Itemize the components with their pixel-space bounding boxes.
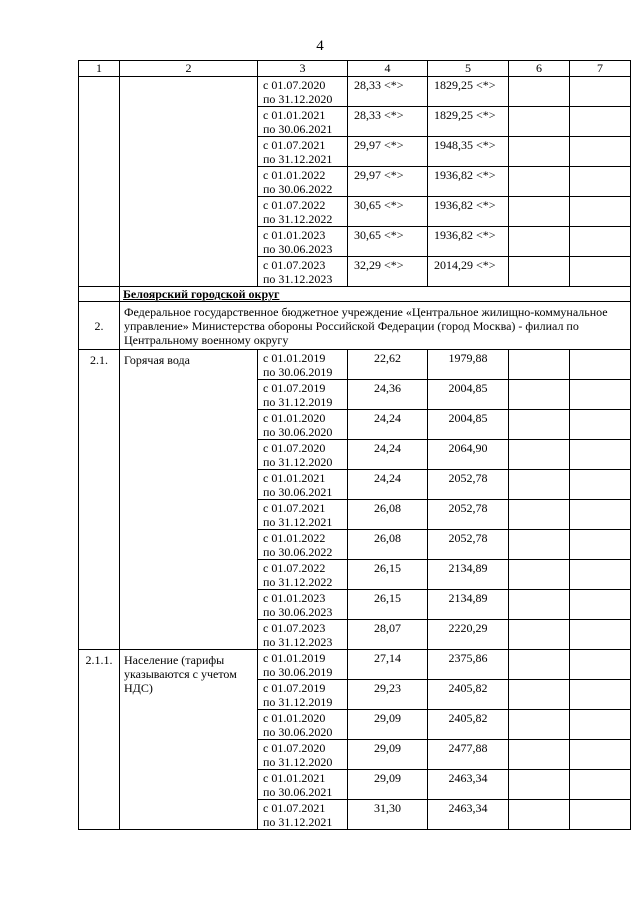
tariff-col4: 26,15 bbox=[348, 590, 428, 620]
period-from: с 01.07.2023 bbox=[263, 258, 326, 272]
item-number: 2.1.1. bbox=[79, 650, 120, 830]
period-cell bbox=[258, 740, 348, 770]
period-cell bbox=[258, 680, 348, 710]
period-cell bbox=[258, 620, 348, 650]
period-from: с 01.01.2021 bbox=[263, 108, 326, 122]
period-cell bbox=[258, 350, 348, 380]
empty-col7 bbox=[570, 380, 631, 410]
empty-col6 bbox=[509, 167, 570, 197]
period-cell bbox=[258, 410, 348, 440]
period-from: с 01.01.2023 bbox=[263, 228, 326, 242]
page-number: 4 bbox=[316, 38, 324, 54]
empty-col6 bbox=[509, 350, 570, 380]
empty-col7 bbox=[570, 740, 631, 770]
tariff-col4: 26,08 bbox=[348, 530, 428, 560]
period-to: по 30.06.2023 bbox=[263, 605, 333, 619]
empty-col7 bbox=[570, 167, 631, 197]
period-from: с 01.07.2021 bbox=[263, 501, 326, 515]
tariff-col4: 29,97 <*> bbox=[348, 137, 428, 167]
period-cell bbox=[258, 530, 348, 560]
empty-col6 bbox=[509, 770, 570, 800]
period-to: по 31.12.2021 bbox=[263, 815, 333, 829]
period-cell bbox=[258, 650, 348, 680]
tariff-col5: 2004,85 bbox=[428, 380, 509, 410]
period-to: по 30.06.2019 bbox=[263, 665, 333, 679]
header-col-4: 4 bbox=[348, 61, 428, 77]
category-cell bbox=[120, 77, 258, 287]
tariff-col5: 2014,29 <*> bbox=[428, 257, 509, 287]
period-to: по 31.12.2023 bbox=[263, 272, 333, 286]
period-cell bbox=[258, 770, 348, 800]
tariff-col5: 2052,78 bbox=[428, 500, 509, 530]
period-from: с 01.01.2020 bbox=[263, 711, 326, 725]
period-from: с 01.07.2020 bbox=[263, 78, 326, 92]
empty-col6 bbox=[509, 137, 570, 167]
tariff-col4: 24,24 bbox=[348, 410, 428, 440]
empty-col7 bbox=[570, 470, 631, 500]
period-to: по 31.12.2019 bbox=[263, 695, 333, 709]
tariff-col4: 27,14 bbox=[348, 650, 428, 680]
period-from: с 01.07.2022 bbox=[263, 198, 326, 212]
period-to: по 30.06.2021 bbox=[263, 785, 333, 799]
empty-col6 bbox=[509, 410, 570, 440]
tariff-col4: 29,09 bbox=[348, 710, 428, 740]
period-to: по 30.06.2022 bbox=[263, 182, 333, 196]
period-from: с 01.01.2021 bbox=[263, 471, 326, 485]
empty-col6 bbox=[509, 500, 570, 530]
empty-col6 bbox=[509, 77, 570, 107]
period-to: по 30.06.2020 bbox=[263, 425, 333, 439]
period-cell bbox=[258, 197, 348, 227]
tariff-col5: 2405,82 bbox=[428, 710, 509, 740]
tariff-col5: 1936,82 <*> bbox=[428, 197, 509, 227]
district-label: Белоярский городской округ bbox=[123, 287, 280, 301]
district-cell bbox=[120, 287, 631, 302]
tariff-col5: 1829,25 <*> bbox=[428, 77, 509, 107]
period-cell bbox=[258, 137, 348, 167]
period-from: с 01.07.2020 bbox=[263, 741, 326, 755]
tariff-col4: 30,65 <*> bbox=[348, 227, 428, 257]
period-cell bbox=[258, 470, 348, 500]
empty-col6 bbox=[509, 257, 570, 287]
empty-col6 bbox=[509, 560, 570, 590]
period-from: с 01.01.2019 bbox=[263, 651, 326, 665]
tariff-col5: 2463,34 bbox=[428, 770, 509, 800]
empty-col6 bbox=[509, 710, 570, 740]
header-col-6: 6 bbox=[509, 61, 570, 77]
period-cell bbox=[258, 107, 348, 137]
empty-col7 bbox=[570, 410, 631, 440]
period-cell bbox=[258, 560, 348, 590]
period-from: с 01.07.2022 bbox=[263, 561, 326, 575]
district-row bbox=[79, 287, 631, 302]
tariff-col4: 28,33 <*> bbox=[348, 77, 428, 107]
tariff-col5: 1936,82 <*> bbox=[428, 167, 509, 197]
empty-col6 bbox=[509, 620, 570, 650]
period-from: с 01.01.2022 bbox=[263, 168, 326, 182]
empty-col7 bbox=[570, 710, 631, 740]
period-to: по 30.06.2020 bbox=[263, 725, 333, 739]
tariff-col5: 1936,82 <*> bbox=[428, 227, 509, 257]
period-to: по 31.12.2021 bbox=[263, 152, 333, 166]
period-cell bbox=[258, 257, 348, 287]
tariff-col5: 2375,86 bbox=[428, 650, 509, 680]
tariff-col4: 31,30 bbox=[348, 800, 428, 830]
tariff-col5: 2134,89 bbox=[428, 560, 509, 590]
empty-col7 bbox=[570, 620, 631, 650]
period-to: по 30.06.2019 bbox=[263, 365, 333, 379]
org-name: Федеральное государственное бюджетное учреждение «Центральное жилищно-коммунальное управление» Министерства обороны Российской Федерации (город Москва) - филиал по Центральному военному округу bbox=[120, 302, 631, 350]
empty-col7 bbox=[570, 440, 631, 470]
header-col-5: 5 bbox=[428, 61, 509, 77]
tariff-col4: 30,65 <*> bbox=[348, 197, 428, 227]
empty-col7 bbox=[570, 800, 631, 830]
table-row bbox=[79, 350, 631, 380]
tariff-col4: 28,33 <*> bbox=[348, 107, 428, 137]
empty-col6 bbox=[509, 227, 570, 257]
tariff-col5: 2052,78 bbox=[428, 470, 509, 500]
tariff-col4: 24,24 bbox=[348, 470, 428, 500]
period-cell bbox=[258, 710, 348, 740]
empty-col6 bbox=[509, 107, 570, 137]
empty-col6 bbox=[509, 680, 570, 710]
period-to: по 30.06.2021 bbox=[263, 485, 333, 499]
period-from: с 01.01.2019 bbox=[263, 351, 326, 365]
period-to: по 31.12.2023 bbox=[263, 635, 333, 649]
empty-col6 bbox=[509, 800, 570, 830]
period-from: с 01.01.2021 bbox=[263, 771, 326, 785]
tariff-col5: 1948,35 <*> bbox=[428, 137, 509, 167]
period-to: по 31.12.2020 bbox=[263, 755, 333, 769]
tariff-col4: 24,24 bbox=[348, 440, 428, 470]
period-from: с 01.07.2019 bbox=[263, 681, 326, 695]
empty-col6 bbox=[509, 590, 570, 620]
empty-col7 bbox=[570, 530, 631, 560]
empty-col7 bbox=[570, 350, 631, 380]
period-cell bbox=[258, 77, 348, 107]
table-row bbox=[79, 650, 631, 680]
empty-col6 bbox=[509, 530, 570, 560]
empty-col6 bbox=[509, 380, 570, 410]
period-from: с 01.01.2023 bbox=[263, 591, 326, 605]
period-to: по 31.12.2020 bbox=[263, 455, 333, 469]
empty-col6 bbox=[509, 740, 570, 770]
empty-col6 bbox=[509, 650, 570, 680]
period-to: по 30.06.2022 bbox=[263, 545, 333, 559]
empty-col7 bbox=[570, 590, 631, 620]
tariff-col5: 2220,29 bbox=[428, 620, 509, 650]
tariff-col4: 29,97 <*> bbox=[348, 167, 428, 197]
period-to: по 31.12.2022 bbox=[263, 575, 333, 589]
header-row bbox=[79, 61, 631, 77]
header-col-3: 3 bbox=[258, 61, 348, 77]
org-row bbox=[79, 302, 631, 350]
period-cell bbox=[258, 227, 348, 257]
empty-col6 bbox=[509, 197, 570, 227]
table-row bbox=[79, 77, 631, 107]
period-to: по 31.12.2020 bbox=[263, 92, 333, 106]
tariff-col4: 32,29 <*> bbox=[348, 257, 428, 287]
period-to: по 31.12.2022 bbox=[263, 212, 333, 226]
tariff-col5: 1829,25 <*> bbox=[428, 107, 509, 137]
empty-col7 bbox=[570, 257, 631, 287]
tariff-col5: 2052,78 bbox=[428, 530, 509, 560]
row-number-cell bbox=[79, 77, 120, 287]
period-from: с 01.07.2021 bbox=[263, 801, 326, 815]
empty-col7 bbox=[570, 197, 631, 227]
empty-col7 bbox=[570, 650, 631, 680]
tariff-col5: 2463,34 bbox=[428, 800, 509, 830]
empty-col6 bbox=[509, 470, 570, 500]
tariff-col5: 2477,88 bbox=[428, 740, 509, 770]
header-col-7: 7 bbox=[570, 61, 631, 77]
empty-col7 bbox=[570, 107, 631, 137]
tariff-col4: 29,23 bbox=[348, 680, 428, 710]
period-to: по 30.06.2021 bbox=[263, 122, 333, 136]
tariff-col4: 26,08 bbox=[348, 500, 428, 530]
tariff-col4: 26,15 bbox=[348, 560, 428, 590]
period-from: с 01.01.2020 bbox=[263, 411, 326, 425]
period-cell bbox=[258, 800, 348, 830]
tariff-col4: 24,36 bbox=[348, 380, 428, 410]
period-cell bbox=[258, 590, 348, 620]
tariff-col4: 28,07 bbox=[348, 620, 428, 650]
header-col-2: 2 bbox=[120, 61, 258, 77]
period-from: с 01.07.2020 bbox=[263, 441, 326, 455]
period-from: с 01.07.2021 bbox=[263, 138, 326, 152]
item-category: Население (тарифы указываются с учетом НДС) bbox=[120, 650, 258, 830]
tariff-col4: 29,09 bbox=[348, 740, 428, 770]
tariff-col4: 29,09 bbox=[348, 770, 428, 800]
tariff-col5: 2405,82 bbox=[428, 680, 509, 710]
period-to: по 30.06.2023 bbox=[263, 242, 333, 256]
item-category: Горячая вода bbox=[120, 350, 258, 650]
item-number: 2.1. bbox=[79, 350, 120, 650]
empty-col7 bbox=[570, 680, 631, 710]
tariff-col5: 1979,88 bbox=[428, 350, 509, 380]
tariff-col5: 2064,90 bbox=[428, 440, 509, 470]
period-cell bbox=[258, 500, 348, 530]
period-cell bbox=[258, 167, 348, 197]
empty-col7 bbox=[570, 560, 631, 590]
district-num bbox=[79, 287, 120, 302]
tariff-col4: 22,62 bbox=[348, 350, 428, 380]
period-from: с 01.01.2022 bbox=[263, 531, 326, 545]
period-to: по 31.12.2019 bbox=[263, 395, 333, 409]
period-cell bbox=[258, 440, 348, 470]
empty-col7 bbox=[570, 500, 631, 530]
tariff-col5: 2004,85 bbox=[428, 410, 509, 440]
org-number: 2. bbox=[79, 302, 120, 350]
empty-col7 bbox=[570, 137, 631, 167]
empty-col7 bbox=[570, 770, 631, 800]
period-from: с 01.07.2023 bbox=[263, 621, 326, 635]
empty-col6 bbox=[509, 440, 570, 470]
header-col-1: 1 bbox=[79, 61, 120, 77]
period-from: с 01.07.2019 bbox=[263, 381, 326, 395]
period-cell bbox=[258, 380, 348, 410]
tariff-col5: 2134,89 bbox=[428, 590, 509, 620]
tariff-table bbox=[78, 60, 631, 830]
period-to: по 31.12.2021 bbox=[263, 515, 333, 529]
empty-col7 bbox=[570, 77, 631, 107]
empty-col7 bbox=[570, 227, 631, 257]
